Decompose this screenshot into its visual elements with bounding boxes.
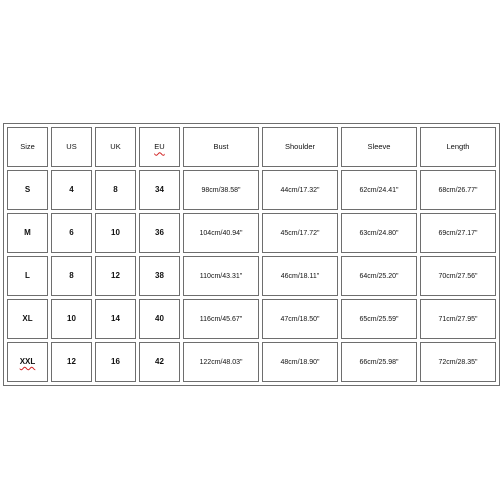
header-length: Length bbox=[420, 127, 496, 167]
header-eu bbox=[139, 127, 180, 167]
us-cell: 12 bbox=[51, 342, 92, 382]
sleeve-cell: 62cm/24.41" bbox=[341, 170, 417, 210]
header-bust: Bust bbox=[183, 127, 259, 167]
header-us: US bbox=[51, 127, 92, 167]
size-chart-table bbox=[3, 123, 500, 386]
eu-cell: 40 bbox=[139, 299, 180, 339]
table-row-xl bbox=[7, 299, 496, 339]
eu-cell: 36 bbox=[139, 213, 180, 253]
header-row bbox=[7, 127, 496, 167]
uk-cell: 16 bbox=[95, 342, 136, 382]
bust-cell: 110cm/43.31" bbox=[183, 256, 259, 296]
uk-cell: 14 bbox=[95, 299, 136, 339]
us-cell: 8 bbox=[51, 256, 92, 296]
uk-cell: 10 bbox=[95, 213, 136, 253]
header-uk: UK bbox=[95, 127, 136, 167]
sleeve-cell: 63cm/24.80" bbox=[341, 213, 417, 253]
size-cell: XL bbox=[7, 299, 48, 339]
us-cell: 10 bbox=[51, 299, 92, 339]
length-cell: 68cm/26.77" bbox=[420, 170, 496, 210]
table-row-s bbox=[7, 170, 496, 210]
eu-cell: 34 bbox=[139, 170, 180, 210]
shoulder-cell: 45cm/17.72" bbox=[262, 213, 338, 253]
shoulder-cell: 47cm/18.50" bbox=[262, 299, 338, 339]
size-cell: M bbox=[7, 213, 48, 253]
header-shoulder: Shoulder bbox=[262, 127, 338, 167]
size-xxl-label: XXL bbox=[19, 357, 36, 366]
table-row-l bbox=[7, 256, 496, 296]
size-cell bbox=[7, 342, 48, 382]
size-cell: S bbox=[7, 170, 48, 210]
shoulder-cell: 46cm/18.11" bbox=[262, 256, 338, 296]
length-cell: 69cm/27.17" bbox=[420, 213, 496, 253]
eu-cell: 42 bbox=[139, 342, 180, 382]
sleeve-cell: 65cm/25.59" bbox=[341, 299, 417, 339]
sleeve-cell: 64cm/25.20" bbox=[341, 256, 417, 296]
us-cell: 6 bbox=[51, 213, 92, 253]
length-cell: 70cm/27.56" bbox=[420, 256, 496, 296]
eu-cell: 38 bbox=[139, 256, 180, 296]
bust-cell: 98cm/38.58" bbox=[183, 170, 259, 210]
header-sleeve: Sleeve bbox=[341, 127, 417, 167]
shoulder-cell: 44cm/17.32" bbox=[262, 170, 338, 210]
us-cell: 4 bbox=[51, 170, 92, 210]
shoulder-cell: 48cm/18.90" bbox=[262, 342, 338, 382]
table-row-xxl bbox=[7, 342, 496, 382]
bust-cell: 122cm/48.03" bbox=[183, 342, 259, 382]
sleeve-cell: 66cm/25.98" bbox=[341, 342, 417, 382]
length-cell: 72cm/28.35" bbox=[420, 342, 496, 382]
size-cell: L bbox=[7, 256, 48, 296]
header-eu-label: EU bbox=[154, 142, 165, 152]
table-row-m bbox=[7, 213, 496, 253]
bust-cell: 116cm/45.67" bbox=[183, 299, 259, 339]
length-cell: 71cm/27.95" bbox=[420, 299, 496, 339]
uk-cell: 8 bbox=[95, 170, 136, 210]
bust-cell: 104cm/40.94" bbox=[183, 213, 259, 253]
header-size: Size bbox=[7, 127, 48, 167]
uk-cell: 12 bbox=[95, 256, 136, 296]
